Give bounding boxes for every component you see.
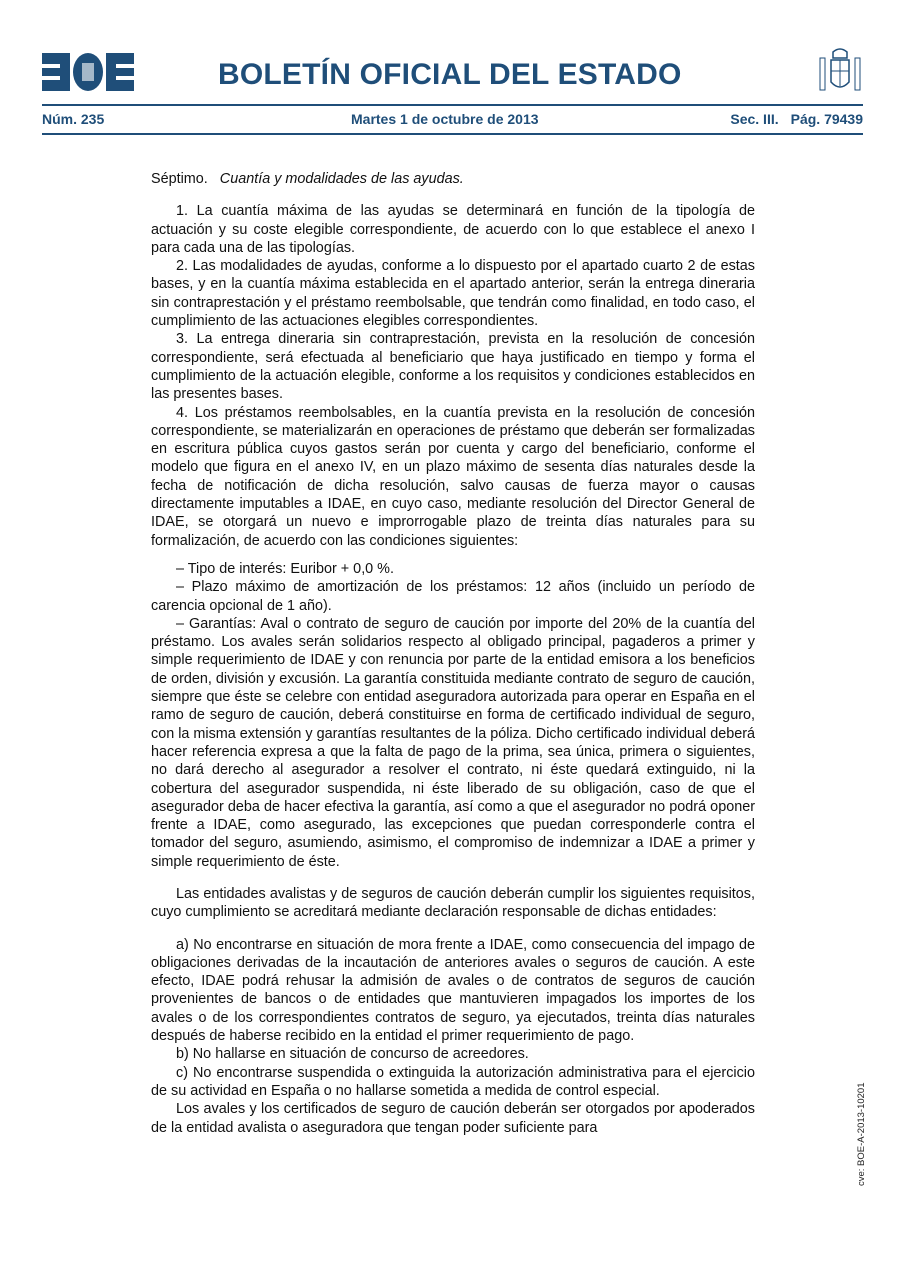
issue-date: Martes 1 de octubre de 2013 [351,111,539,127]
paragraph: Los avales y los certificados de seguro de caución deberán ser otorgados por apoderados de la entidad avalista o aseguradora que tengan poder suficiente para [151,1101,755,1136]
section: Sec. III. [730,111,779,127]
article-title: Cuantía y modalidades de las ayudas. [219,171,464,187]
paragraph: 1. La cuantía máxima de las ayudas se determinará en función de la tipología de actuación y su coste elegible correspondiente, de acuerdo con lo que establece el anexo I para cada una de las tipologías. [151,203,755,256]
coat-of-arms-icon [817,46,863,96]
article-label: Séptimo. [151,171,208,187]
issue-number: Núm. 235 [42,111,105,127]
paragraph: 4. Los préstamos reembolsables, en la cuantía prevista en la resolución de concesión correspondiente, se materializarán en operaciones de préstamo que deberán ser formalizadas en escritura pública cuyos gastos serán por cuenta y cargo del beneficiario, conforme el modelo que figura en el anexo IV, en un plazo máximo de sesenta días naturales desde la fecha de notificación de dicha resolución, salvo causas de fuerza mayor o causas directamente imputables a IDAE, en cuyo caso, mediante resolución del Director General de IDAE, se otorgará un nuevo e improrrogable plazo de treinta días naturales para su formalización, de acuerdo con las condiciones siguientes: [151,404,755,549]
section-page [718,111,863,127]
paragraph: 3. La entrega dineraria sin contraprestación, prevista en la resolución de concesión correspondiente, será efectuada al beneficiario que haya justificado en tiempo y forma el cumplimiento de la actuación elegible, conforme a los requisitos y condiciones establecidos en las presentes bases. [151,331,755,403]
paragraph: 2. Las modalidades de ayudas, conforme a lo dispuesto por el apartado cuarto 2 de estas bases, y en la cuantía máxima establecida en el apartado anterior, serán la entrega dineraria sin contraprestación y el préstamo reembolsable, que tendrán como finalidad, en todo caso, el cumplimiento de las actuaciones elegibles correspondientes. [151,258,755,330]
page-number: Pág. 79439 [790,111,863,127]
condition-item: – Plazo máximo de amortización de los préstamos: 12 años (incluido un período de carencia opcional de 1 año). [151,579,755,614]
article-heading [151,170,755,188]
requirement-item: b) No hallarse en situación de concurso de acreedores. [176,1046,529,1063]
header-divider-bottom [42,133,863,135]
header-divider [42,104,863,106]
condition-item: – Garantías: Aval o contrato de seguro de caución por importe del 20% de la cuantía del préstamo. Los avales serán solidarios respecto al obligado principal, pagaderos a primer y simple requerimiento de IDAE y con renuncia por parte de la entidad emisora a los beneficios de orden, división y excusión. La garantía constituida mediante contrato de seguro de caución, siempre que éste se celebre con entidad aseguradora autorizada para operar en España en el ramo de seguro de caución, deberá constituirse en forma de certificado individual de seguro, con la misma extensión y garantías resultantes de la póliza. Dicho certificado individual deberá hacer referencia expresa a que la falta de pago de la prima, sea única, primera o siguientes, no dará derecho al asegurador a resolver el contrato, ni éste quedará extinguido, ni la cobertura del asegurador suspendida, ni éste liberado de su obligación, caso de que el asegurador deba de hacer efectiva la garantía, así como a que el asegurador no podrá oponer frente a IDAE, como asegurado, las excepciones que puedan corresponderle contra el tomador del seguro, asumiendo, asimismo, el compromiso de indemnizar a IDAE a primer y simple requerimiento de éste. [151,615,755,870]
paragraph: Las entidades avalistas y de seguros de caución deberán cumplir los siguientes requisitos, cuyo cumplimiento se acreditará mediante declaración responsable de dichas entidades: [151,885,755,921]
boe-logo [42,53,134,91]
document-body [151,170,755,1137]
requirement-item: c) No encontrarse suspendida o extinguida la autorización administrativa para el ejercicio de su actividad en España o no hallarse sometida a medida de control especial. [151,1064,755,1099]
condition-item: – Tipo de interés: Euribor + 0,0 %. [176,560,394,577]
cve-identifier: cve: BOE-A-2013-10201 [856,1082,867,1186]
publication-title: BOLETÍN OFICIAL DEL ESTADO [218,58,682,91]
requirement-item: a) No encontrarse en situación de mora frente a IDAE, como consecuencia del impago de obligaciones derivadas de la incautación de anteriores avales o seguros de caución. A este efecto, IDAE podrá rehusar la admisión de avales o de contratos de seguros de caución provenientes de bancos o de entidades que mantuvieren impagados los importes de los avales o de los correspondientes contratos de seguro, ya ejecutados, treinta días naturales después de haberse recibido en la entidad el primer requerimiento de pago. [151,936,755,1045]
